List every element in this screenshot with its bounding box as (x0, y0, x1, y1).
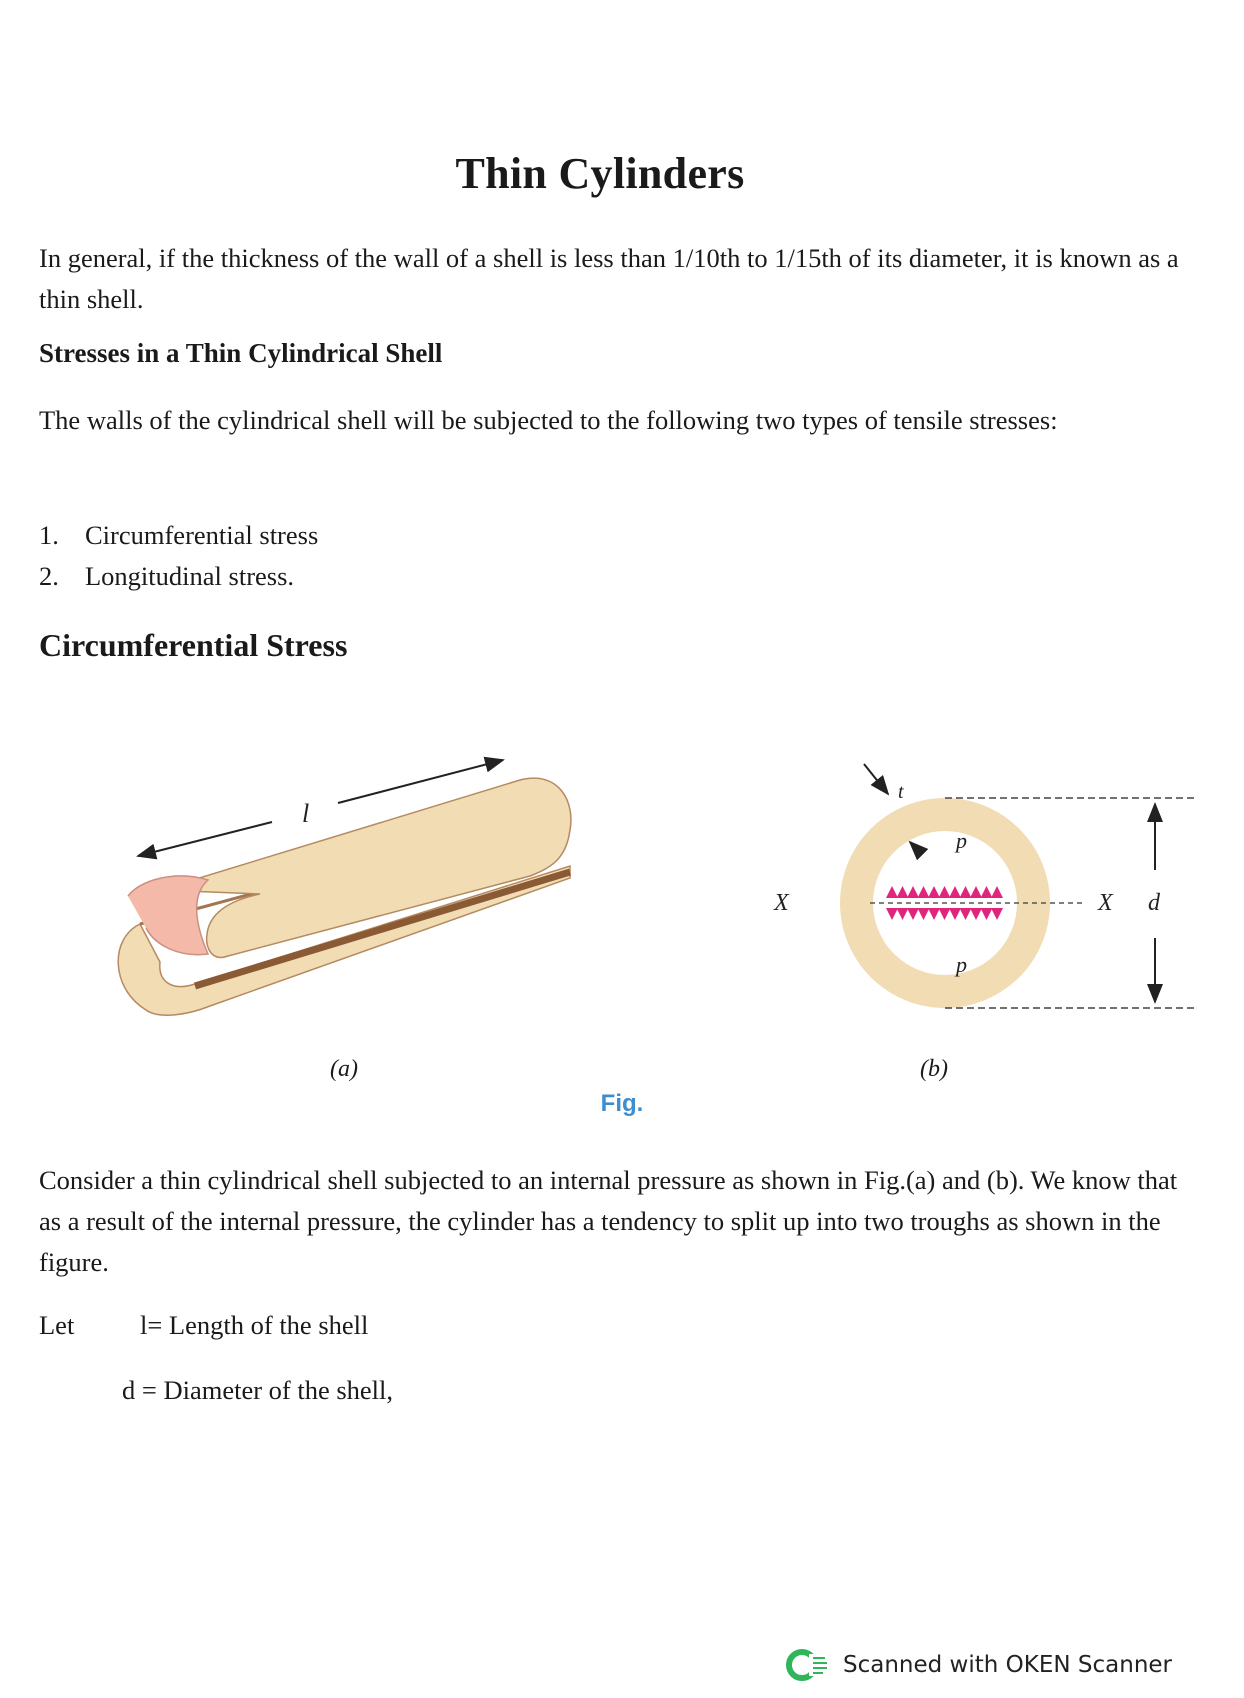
caption-b: (b) (920, 1056, 948, 1082)
diameter-label: d (1148, 890, 1160, 916)
axis-label-left: X (774, 890, 789, 916)
list-number: 2. (39, 561, 59, 591)
figure-label: Fig. (600, 1090, 644, 1117)
list-text: Longitudinal stress. (85, 561, 295, 591)
definition-length: l= Length of the shell (140, 1310, 369, 1340)
thickness-label: t (898, 781, 904, 803)
figure-b-cross-section (774, 781, 1200, 1040)
figure-a-split-cylinder (100, 748, 620, 1028)
pressure-label-top: p (956, 828, 967, 853)
thickness-arrow (864, 764, 888, 794)
intro-paragraph: In general, if the thickness of the wall of a shell is less than 1/10th to 1/15th of its diameter, it is known as a thin shell. (39, 243, 1179, 314)
definition-diameter: d = Diameter of the shell, (122, 1375, 394, 1405)
subheading: Circumferential Stress (39, 627, 348, 663)
axis-label-right: X (1098, 890, 1113, 916)
scanner-footer-text: Scanned with OKEN Scanner (843, 1652, 1172, 1678)
length-label: l (302, 799, 310, 828)
section-paragraph: The walls of the cylindrical shell will be subjected to the following two types of tensile stresses: (39, 405, 1058, 435)
page-title: Thin Cylinders (455, 149, 745, 198)
pressure-label-bottom: p (956, 952, 967, 977)
list-item (39, 520, 318, 551)
list-text: Circumferential stress (85, 520, 319, 550)
let-word: Let (39, 1310, 75, 1340)
list-number: 1. (39, 520, 59, 550)
body-paragraph: Consider a thin cylindrical shell subjected to an internal pressure as shown in Fig.(a) and (b). We know that as a result of the internal pressure, the cylinder has a tendency to split up into two troughs as shown in the figure. (39, 1165, 1178, 1277)
list-item (39, 561, 294, 592)
caption-a: (a) (330, 1056, 358, 1082)
section-heading: Stresses in a Thin Cylindrical Shell (39, 338, 443, 368)
scanner-footer (785, 1648, 1172, 1682)
scanner-logo-icon (785, 1648, 829, 1682)
